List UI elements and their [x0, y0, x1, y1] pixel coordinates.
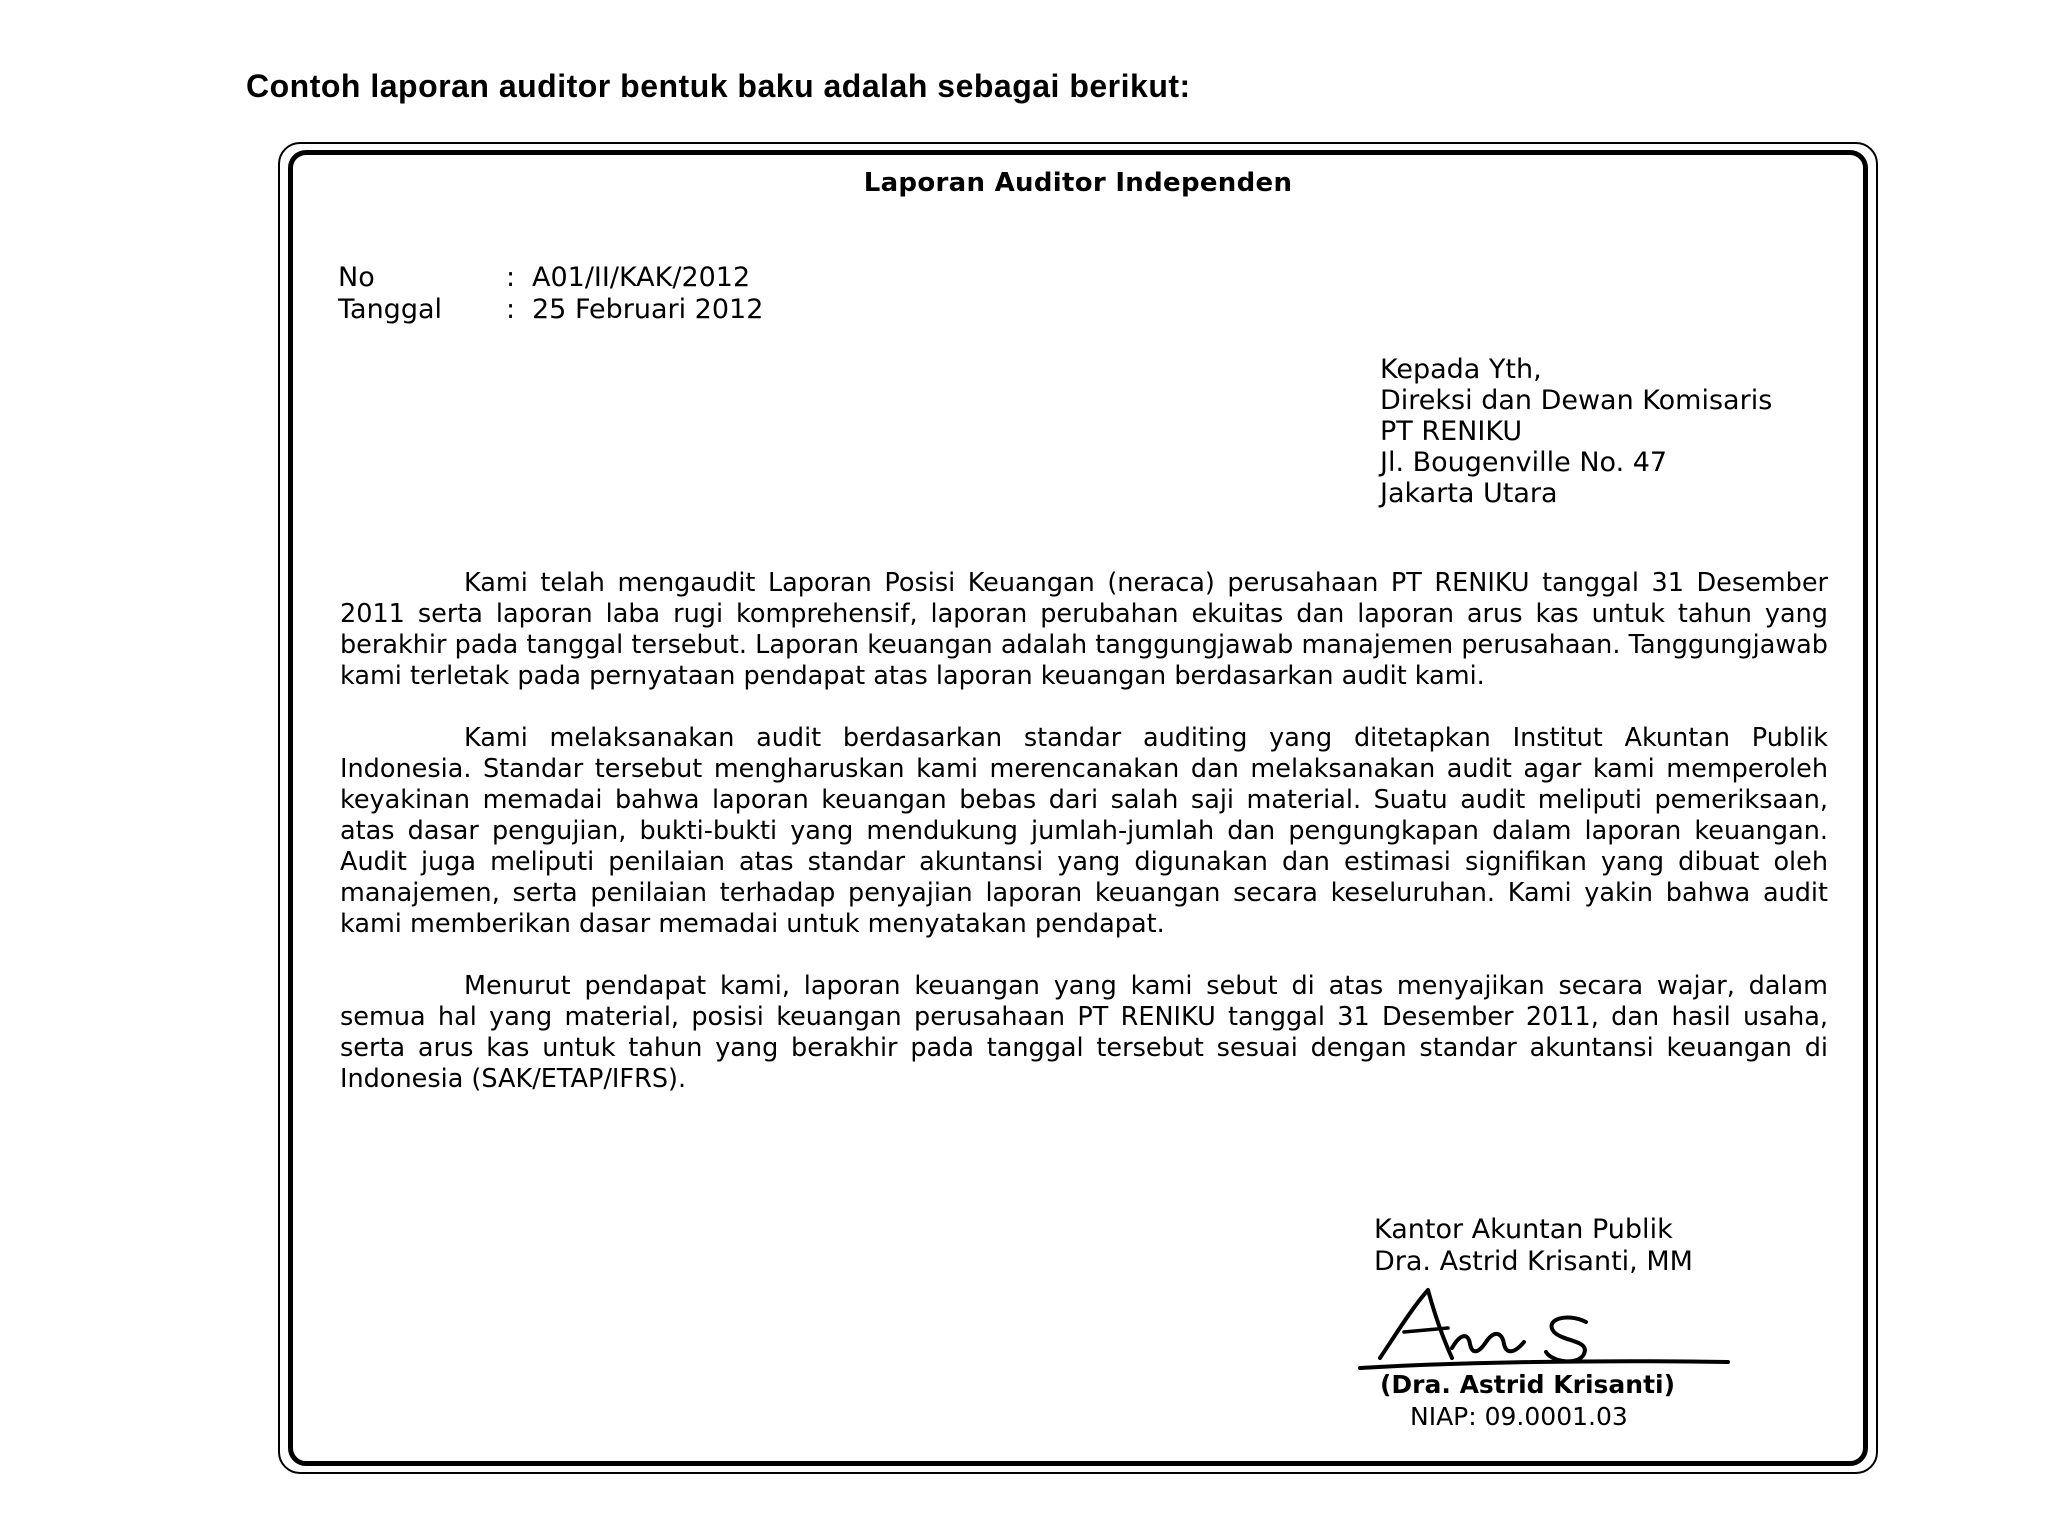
firm-line: Kantor Akuntan Publik — [1374, 1214, 1673, 1245]
recipient-line: Jl. Bougenville No. 47 — [1380, 447, 1668, 478]
meta-key: Tanggal — [338, 294, 443, 325]
intro-heading: Contoh laporan auditor bentuk baku adalah sebagai berikut: — [246, 68, 1191, 104]
recipient-line: Jakarta Utara — [1380, 478, 1558, 509]
paragraph-opinion: Menurut pendapat kami, laporan keuangan yang kami sebut di atas menyajikan secara wajar, dalam semua hal yang material, posisi keuangan perusahaan PT RENIKU tanggal 31 Desember 2011, dan hasil usaha, serta arus kas untuk tahun yang berakhir pada tanggal tersebut sesuai dengan standar akuntansi keuangan di Indonesia (SAK/ETAP/IFRS). — [340, 971, 1828, 1094]
meta-value: A01/II/KAK/2012 — [532, 262, 751, 293]
signer-niap: NIAP: 09.0001.03 — [1410, 1402, 1628, 1431]
paragraph-scope: Kami telah mengaudit Laporan Posisi Keuangan (neraca) perusahaan PT RENIKU tanggal 31 Desember 2011 serta laporan laba rugi komprehensif, laporan perubahan ekuitas dan laporan arus kas untuk tahun yang berakhir pada tanggal tersebut. Laporan keuangan adalah tanggungjawab manajemen perusahaan. Tanggungjawab kami terletak pada pernyataan pendapat atas laporan keuangan berdasarkan audit kami. — [340, 568, 1828, 691]
handwritten-signature-icon — [1340, 1282, 1738, 1374]
recipient-line: Direksi dan Dewan Komisaris — [1380, 385, 1773, 416]
report-meta — [338, 262, 763, 326]
paragraph-standards: Kami melaksanakan audit berdasarkan standar auditing yang ditetapkan Institut Akuntan Publik Indonesia. Standar tersebut mengharuskan kami merencanakan dan melaksanakan audit agar kami memperoleh keyakinan memadai bahwa laporan keuangan bebas dari salah saji material. Suatu audit meliputi pemeriksaan, atas dasar pengujian, bukti-bukti yang mendukung jumlah-jumlah dan pengungkapan dalam laporan keuangan. Audit juga meliputi penilaian atas standar akuntansi yang digunakan dan estimasi signifikan yang dibuat oleh manajemen, serta penilaian terhadap penyajian laporan keuangan secara keseluruhan. Kami yakin bahwa audit kami memberikan dasar memadai untuk menyatakan pendapat. — [340, 723, 1828, 939]
recipient-line: PT RENIKU — [1380, 416, 1523, 447]
report-body — [340, 568, 1828, 1126]
recipient-line: Kepada Yth, — [1380, 354, 1542, 385]
meta-separator: : — [506, 294, 516, 325]
meta-row-number — [338, 262, 763, 294]
signer-name: (Dra. Astrid Krisanti) — [1380, 1370, 1676, 1399]
meta-separator: : — [506, 262, 516, 293]
firm-line: Dra. Astrid Krisanti, MM — [1374, 1246, 1693, 1277]
firm-block — [1374, 1214, 1693, 1278]
recipient-address — [1380, 354, 1772, 509]
report-title: Laporan Auditor Independen — [863, 168, 1293, 198]
meta-key: No — [338, 262, 375, 293]
meta-value: 25 Februari 2012 — [532, 294, 764, 325]
meta-row-date — [338, 294, 763, 326]
